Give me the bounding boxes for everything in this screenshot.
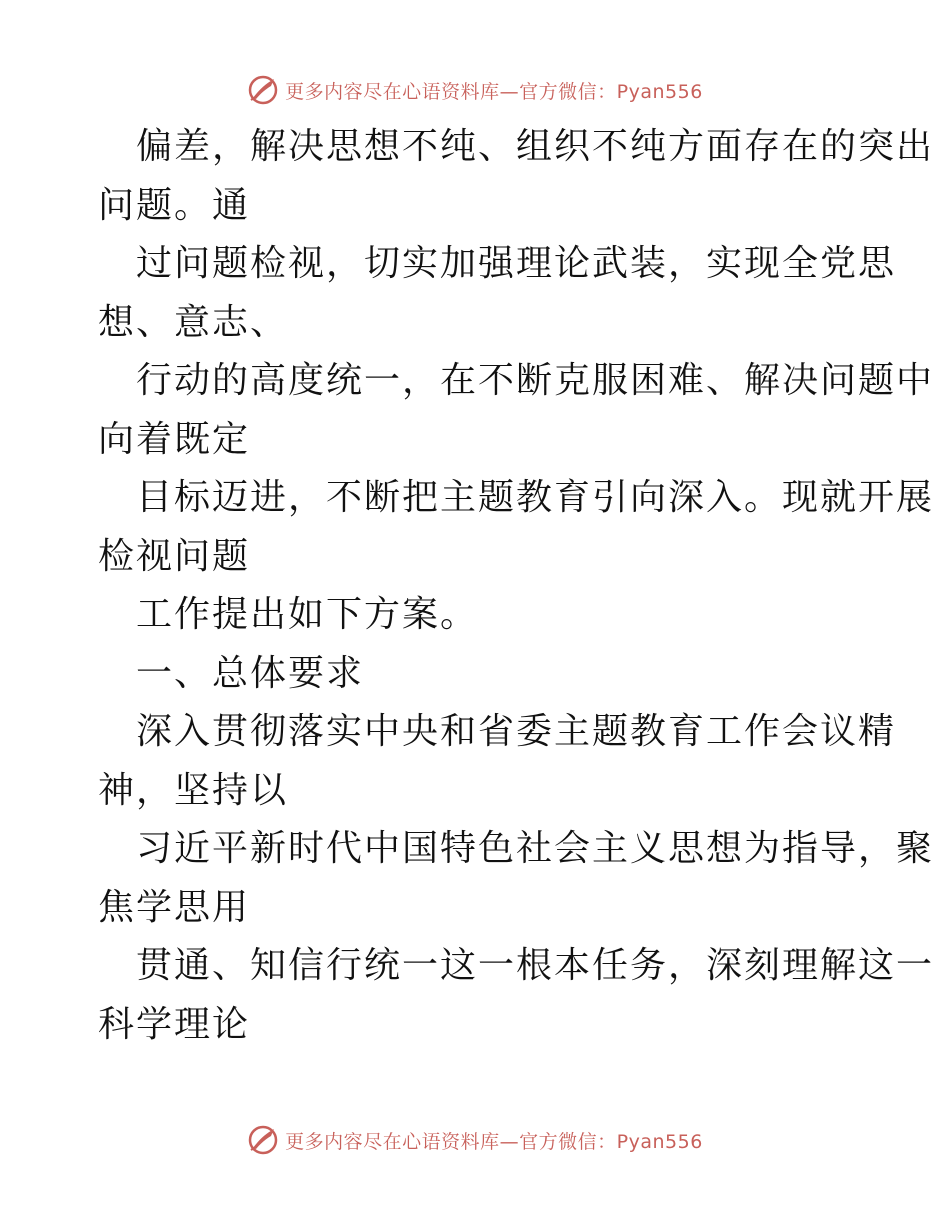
text-line: 想、意志、 bbox=[98, 301, 289, 343]
text-line: 贯通、知信行统一这一根本任务，深刻理解这一 bbox=[136, 945, 935, 986]
text-line: 目标迈进，不断把主题教育引向深入。现就开展 bbox=[136, 477, 935, 518]
text-line: 过问题检视，切实加强理论武装，实现全党思 bbox=[136, 243, 897, 284]
pen-logo-icon bbox=[247, 1124, 279, 1156]
header-watermark-banner bbox=[0, 70, 950, 110]
text-line: 行动的高度统一，在不断克服困难、解决问题中 bbox=[136, 360, 935, 401]
pen-logo-icon bbox=[247, 74, 279, 106]
text-line: 焦学思用 bbox=[98, 886, 251, 928]
footer-watermark-text: 更多内容尽在心语资料库—官方微信：Pyan556 bbox=[285, 1130, 703, 1153]
text-line: 深入贯彻落实中央和省委主题教育工作会议精 bbox=[136, 711, 897, 752]
header-watermark-text: 更多内容尽在心语资料库—官方微信：Pyan556 bbox=[285, 80, 703, 103]
text-line: 问题。通 bbox=[98, 184, 251, 226]
footer-watermark-banner bbox=[0, 1120, 950, 1160]
text-line: 科学理论 bbox=[98, 1003, 251, 1045]
text-line: 向着既定 bbox=[98, 418, 251, 460]
text-line: 神，坚持以 bbox=[98, 769, 289, 811]
text-line: 检视问题 bbox=[98, 535, 251, 577]
document-body bbox=[98, 118, 935, 1054]
text-line: 工作提出如下方案。 bbox=[136, 594, 479, 635]
text-line: 习近平新时代中国特色社会主义思想为指导，聚 bbox=[136, 828, 935, 869]
text-line: 偏差，解决思想不纯、组织不纯方面存在的突出 bbox=[136, 126, 935, 167]
text-line: 一、总体要求 bbox=[136, 652, 365, 694]
